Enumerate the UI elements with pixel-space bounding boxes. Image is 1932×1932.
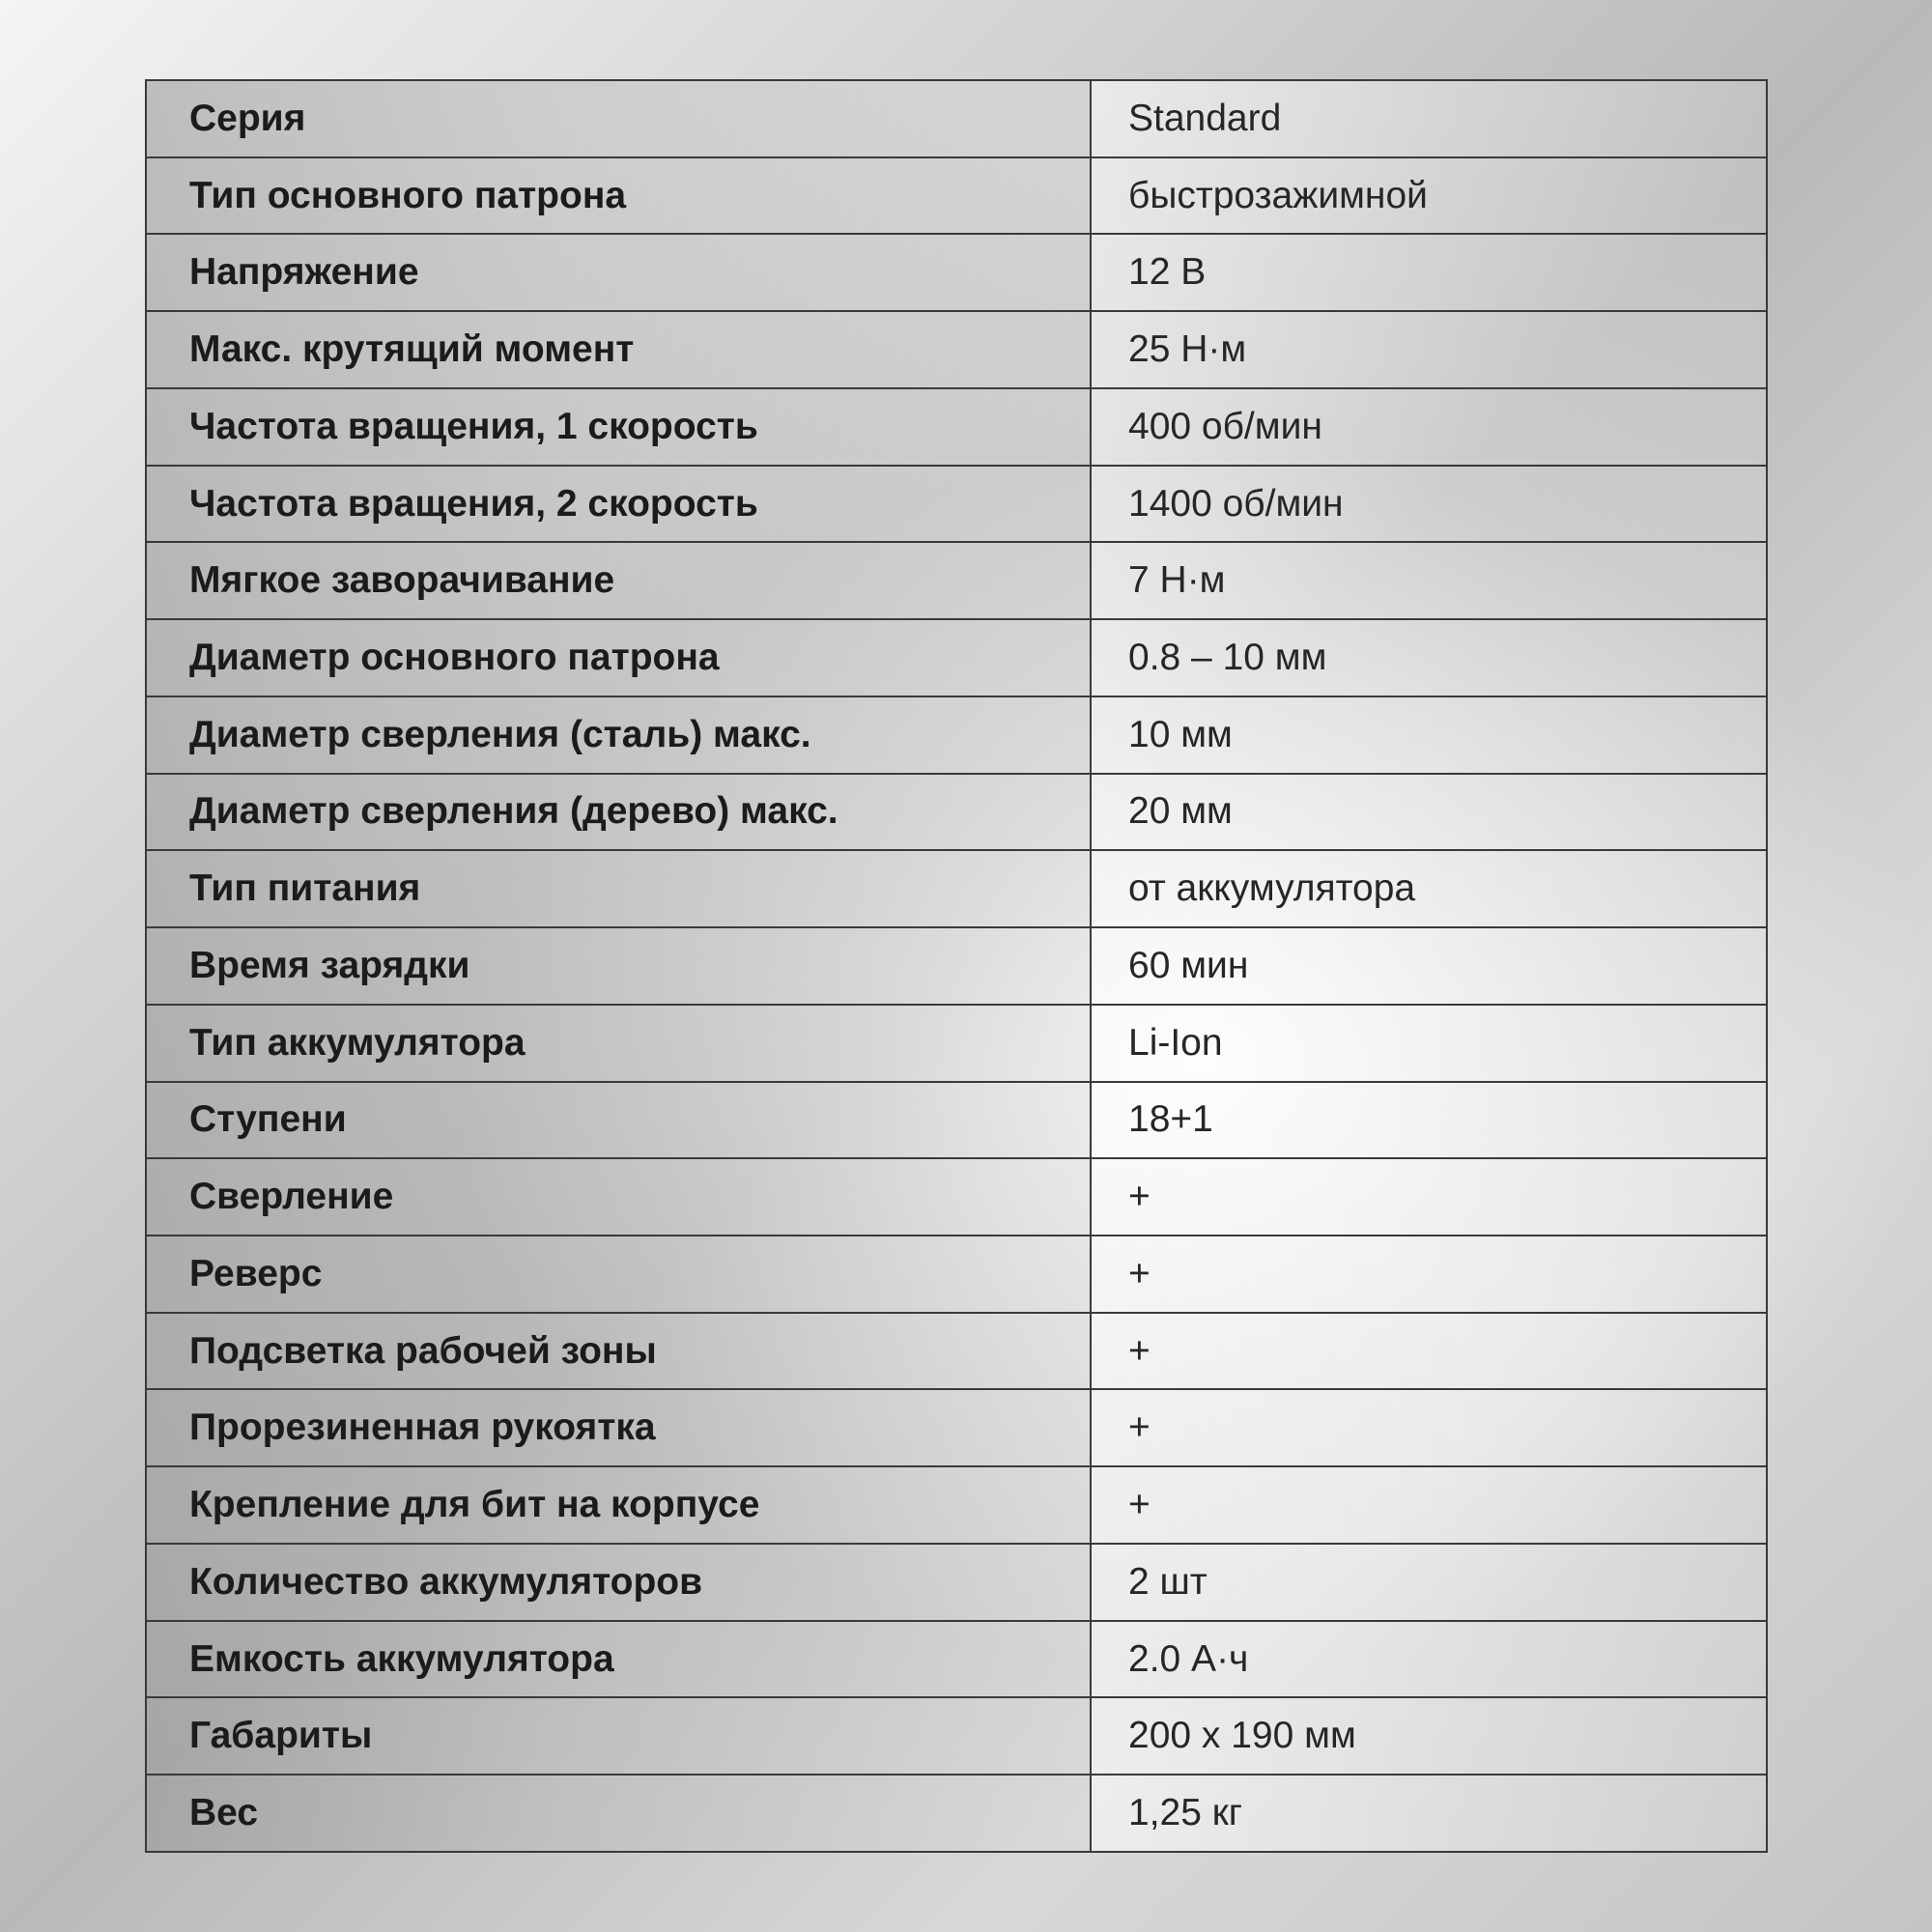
spec-row-battery-capacity (147, 1620, 1766, 1697)
spec-label: Макс. крутящий момент (147, 312, 1092, 387)
spec-label: Крепление для бит на корпусе (147, 1467, 1092, 1543)
spec-value: + (1092, 1390, 1766, 1465)
spec-row-voltage (147, 233, 1766, 310)
spec-label: Тип основного патрона (147, 158, 1092, 234)
spec-row-drill-wood (147, 773, 1766, 850)
spec-label: Частота вращения, 2 скорость (147, 467, 1092, 542)
spec-row-charge-time (147, 926, 1766, 1004)
spec-label: Диаметр основного патрона (147, 620, 1092, 696)
spec-row-stages (147, 1081, 1766, 1158)
spec-row-drilling (147, 1157, 1766, 1235)
spec-label: Количество аккумуляторов (147, 1545, 1092, 1620)
spec-row-series (147, 81, 1766, 156)
spec-label: Реверс (147, 1236, 1092, 1312)
spec-value: 10 мм (1092, 697, 1766, 773)
spec-row-max-torque (147, 310, 1766, 387)
spec-value: 25 Н·м (1092, 312, 1766, 387)
spec-label: Емкость аккумулятора (147, 1622, 1092, 1697)
spec-row-speed-1 (147, 387, 1766, 465)
spec-label: Подсветка рабочей зоны (147, 1314, 1092, 1389)
spec-value: 60 мин (1092, 928, 1766, 1004)
spec-value: 0.8 – 10 мм (1092, 620, 1766, 696)
spec-label: Прорезиненная рукоятка (147, 1390, 1092, 1465)
spec-row-drill-steel (147, 696, 1766, 773)
spec-row-rubber-grip (147, 1388, 1766, 1465)
spec-value: + (1092, 1236, 1766, 1312)
spec-label: Мягкое заворачивание (147, 543, 1092, 618)
spec-row-battery-count (147, 1543, 1766, 1620)
spec-label: Тип питания (147, 851, 1092, 926)
spec-value: + (1092, 1467, 1766, 1543)
spec-value: 7 Н·м (1092, 543, 1766, 618)
spec-row-bit-holder (147, 1465, 1766, 1543)
spec-label: Частота вращения, 1 скорость (147, 389, 1092, 465)
spec-value: 20 мм (1092, 775, 1766, 850)
spec-value: быстрозажимной (1092, 158, 1766, 234)
spec-value: от аккумулятора (1092, 851, 1766, 926)
spec-value: 2 шт (1092, 1545, 1766, 1620)
spec-value: 2.0 А·ч (1092, 1622, 1766, 1697)
spec-value: + (1092, 1159, 1766, 1235)
spec-label: Диаметр сверления (сталь) макс. (147, 697, 1092, 773)
spec-table (145, 79, 1768, 1853)
spec-value: 18+1 (1092, 1083, 1766, 1158)
spec-label: Габариты (147, 1698, 1092, 1774)
spec-row-speed-2 (147, 465, 1766, 542)
spec-label: Тип аккумулятора (147, 1006, 1092, 1081)
spec-label: Диаметр сверления (дерево) макс. (147, 775, 1092, 850)
spec-row-soft-screwing (147, 541, 1766, 618)
spec-row-chuck-type (147, 156, 1766, 234)
spec-value: 400 об/мин (1092, 389, 1766, 465)
spec-value: 1400 об/мин (1092, 467, 1766, 542)
spec-label: Вес (147, 1776, 1092, 1851)
spec-row-reverse (147, 1235, 1766, 1312)
spec-value: 1,25 кг (1092, 1776, 1766, 1851)
spec-value: 200 х 190 мм (1092, 1698, 1766, 1774)
spec-row-power-type (147, 849, 1766, 926)
spec-label: Время зарядки (147, 928, 1092, 1004)
spec-label: Сверление (147, 1159, 1092, 1235)
spec-row-battery-type (147, 1004, 1766, 1081)
spec-value: Standard (1092, 81, 1766, 156)
spec-value: 12 В (1092, 235, 1766, 310)
spec-label: Напряжение (147, 235, 1092, 310)
spec-label: Ступени (147, 1083, 1092, 1158)
spec-row-chuck-diameter (147, 618, 1766, 696)
spec-row-weight (147, 1774, 1766, 1851)
spec-row-work-light (147, 1312, 1766, 1389)
spec-value: Li-Ion (1092, 1006, 1766, 1081)
spec-value: + (1092, 1314, 1766, 1389)
spec-label: Серия (147, 81, 1092, 156)
spec-row-dimensions (147, 1696, 1766, 1774)
